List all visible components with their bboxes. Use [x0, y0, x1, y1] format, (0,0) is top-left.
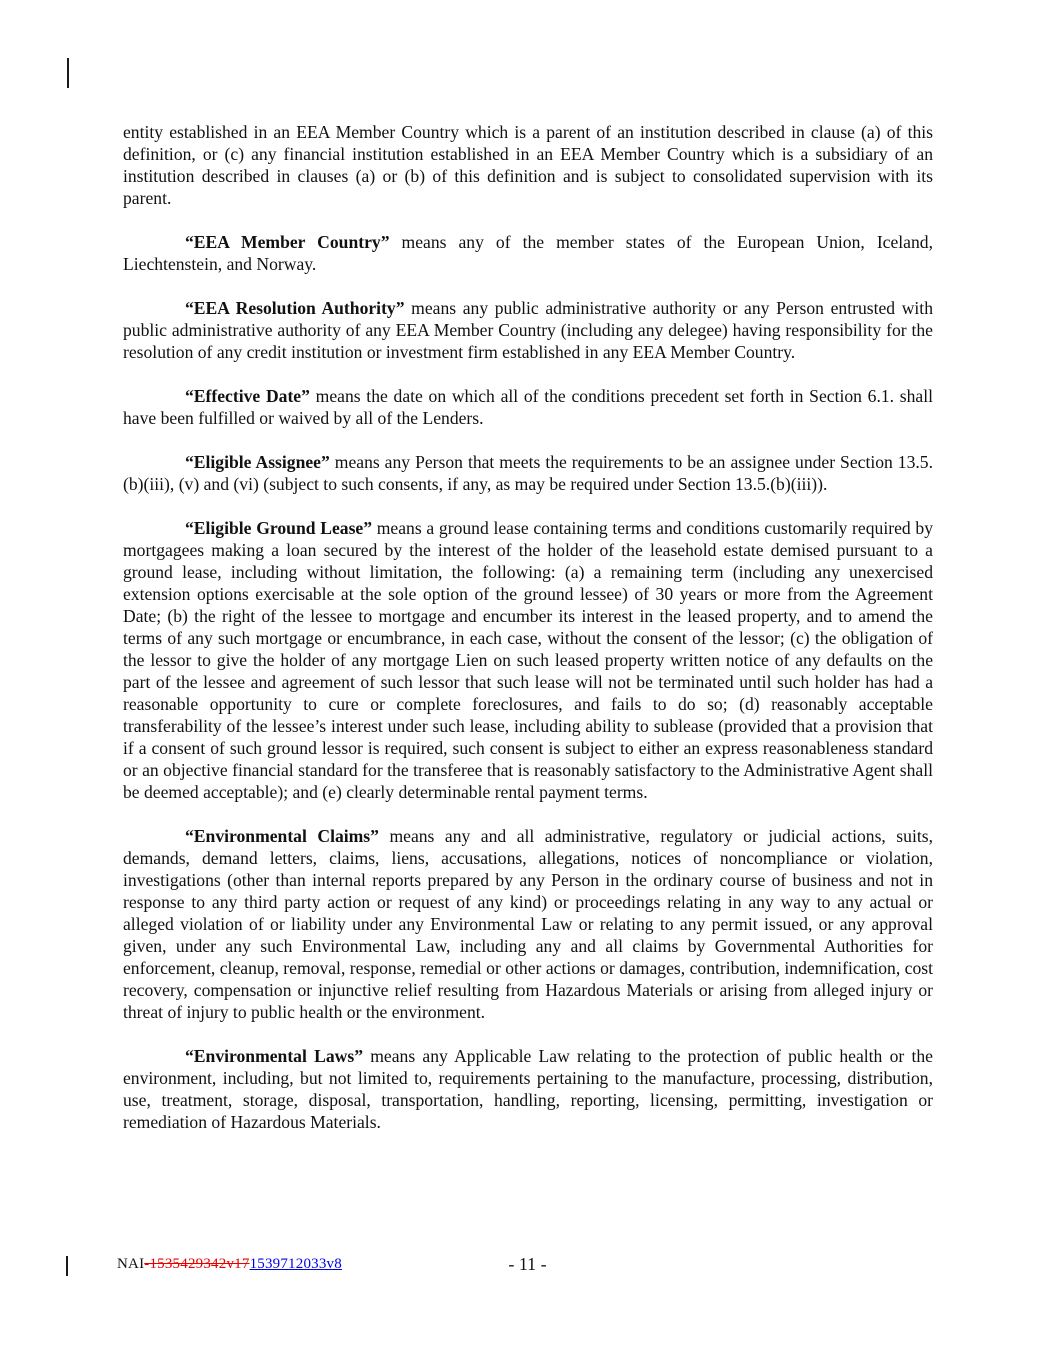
defined-term: “Eligible Ground Lease” — [185, 518, 373, 538]
paragraph — [123, 297, 933, 363]
defined-term: “Eligible Assignee” — [185, 452, 330, 472]
paragraph — [123, 121, 933, 209]
paragraph — [123, 1045, 933, 1133]
paragraph-text: means a ground lease containing terms and conditions customarily required by mortgagees making a loan secured by the interest of the holder of the leasehold estate demised pursuant to a ground lease, including without limitation, the following: (a) a remaining term (including any unexercised extension options exercisable at the sole option of the ground lessee) of 30 years or more from the Agreement Date; (b) the right of the lessee to mortgage and encumber its interest in the leased property, and to amend the terms of any such mortgage or encumbrance, in each case, without the consent of the lessor; (c) the obligation of the lessor to give the holder of any mortgage Lien on such leased property written notice of any defaults on the part of the lessee and agreement of such lessor that such lease will not be terminated until such holder has had a reasonable opportunity to cure or complete foreclosures, and fails to do so; (d) reasonably acceptable transferability of the lessee’s interest under such lease, including ability to sublease (provided that a provision that if a consent of such ground lessor is required, such consent is subject to either an express reasonableness standard or an objective financial standard for the transferee that is reasonably satisfactory to the Administrative Agent shall be deemed acceptable); and (e) clearly determinable rental payment terms. — [123, 518, 933, 802]
document-body — [123, 121, 933, 1241]
doc-id-inserted-redline: 1539712033v8 — [249, 1256, 342, 1272]
paragraph-text: entity established in an EEA Member Country which is a parent of an institution described in clause (a) of this definition, or (c) any financial institution established in an EEA Member Country which is a subsidiary of an institution described in clauses (a) or (b) of this definition and is subject to consolidated supervision with its parent. — [123, 122, 933, 208]
doc-id-prefix: NAI — [117, 1256, 145, 1272]
paragraph — [123, 825, 933, 1023]
defined-term: “Environmental Claims” — [185, 826, 379, 846]
defined-term: “Effective Date” — [185, 386, 310, 406]
doc-id-deleted-redline: -1535429342v17 — [144, 1256, 250, 1272]
change-bar-top — [67, 58, 69, 88]
paragraph-text: means any Person that meets the requirements to be an assignee under Section 13.5.(b)(iii), (v) and (vi) (subject to such consents, if any, as may be required under Section 13.5.(b)(iii)). — [123, 452, 933, 494]
defined-term: “Environmental Laws” — [185, 1046, 363, 1066]
paragraph — [123, 517, 933, 803]
paragraph-text: means the date on which all of the conditions precedent set forth in Section 6.1. shall have been fulfilled or waived by all of the Lenders. — [123, 386, 933, 428]
paragraph-text: means any of the member states of the European Union, Iceland, Liechtenstein, and Norway. — [123, 232, 933, 274]
paragraph-text: means any public administrative authority or any Person entrusted with public administrative authority of any EEA Member Country (including any delegee) having responsibility for the resolution of any credit institution or investment firm established in any EEA Member Country. — [123, 298, 933, 362]
page-number: - 11 - — [508, 1254, 547, 1274]
paragraph-text: means any Applicable Law relating to the protection of public health or the environment, including, but not limited to, requirements pertaining to the manufacture, processing, distribution, use, treatment, storage, disposal, transportation, handling, reporting, licensing, permitting, investigation or remediation of Hazardous Materials. — [123, 1046, 933, 1132]
paragraph — [123, 231, 933, 275]
page-footer — [0, 1252, 1055, 1282]
paragraph — [123, 385, 933, 429]
paragraph — [123, 451, 933, 495]
defined-term: “EEA Member Country” — [185, 232, 390, 252]
defined-term: “EEA Resolution Authority” — [185, 298, 405, 318]
paragraph-text: means any and all administrative, regulatory or judicial actions, suits, demands, demand letters, claims, liens, accusations, allegations, notices of noncompliance or violation, investigations (other than internal reports prepared by any Person in the ordinary course of business and not in response to any third party action or request of any kind) or proceedings relating in any way to any actual or alleged violation of or liability under any Environmental Law or relating to any permit issued, or any approval given, under any such Environmental Law, including any and all claims by Governmental Authorities for enforcement, cleanup, removal, response, remedial or other actions or damages, contribution, indemnification, cost recovery, compensation or injunctive relief resulting from Hazardous Materials or arising from alleged injury or threat of injury to public health or the environment. — [123, 826, 933, 1022]
